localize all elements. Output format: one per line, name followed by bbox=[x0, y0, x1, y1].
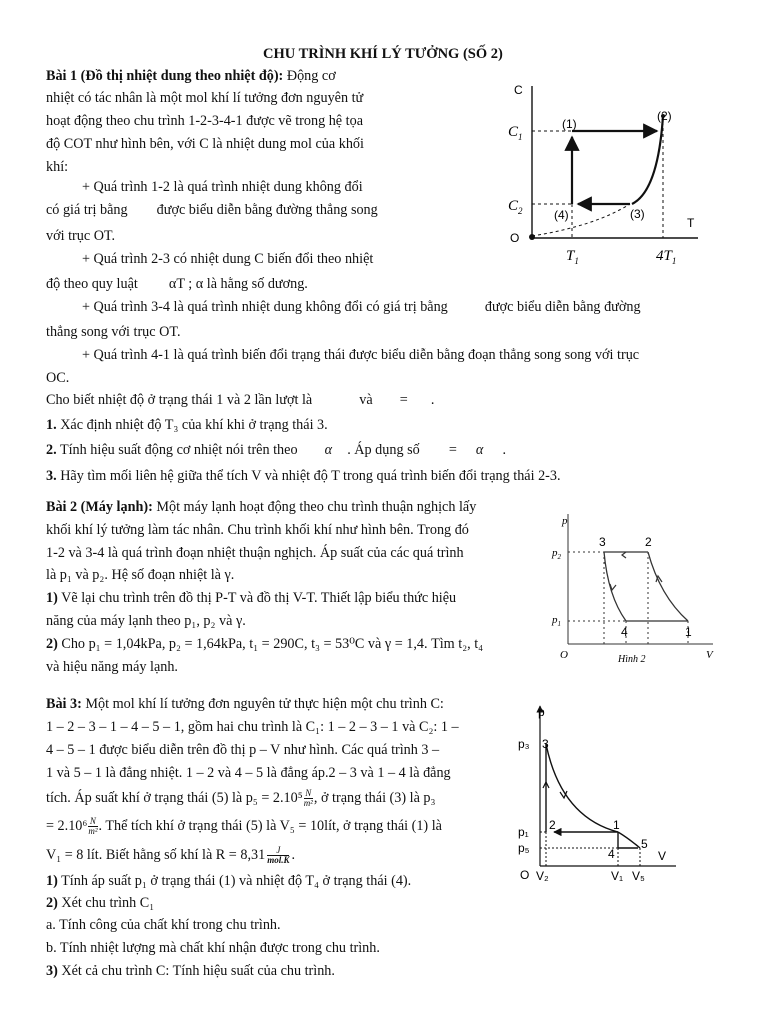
fraction-n-m2-b: $\frac{N}{\text{m²}}$ bbox=[88, 816, 98, 836]
bai1-q2: 2. Tính hiệu suất động cơ nhiệt nói trên theo α . Áp dụng số = α . bbox=[46, 442, 507, 458]
label-c2: $C_2$ bbox=[508, 198, 523, 216]
fraction-n-m2: $\frac{N}{\text{m²}}$ bbox=[303, 788, 313, 808]
figure-pv-two-cycles bbox=[516, 702, 682, 888]
bai1-line12: thẳng song với trục OT. bbox=[46, 324, 181, 340]
bai2-q2b: và hiệu năng máy lạnh. bbox=[46, 659, 178, 675]
label-point-2: (2) bbox=[657, 109, 672, 123]
label-p1: p₁ bbox=[518, 825, 529, 839]
bai1-line14: OC. bbox=[46, 370, 70, 386]
bai3-heading: Bài 3: bbox=[46, 696, 82, 712]
label-4: 4 bbox=[608, 847, 615, 861]
bai3-line6: = 2.10⁶ $\frac{N}{\text{m²}}$ . Thể tích khí ở trạng thái (5) là V₅ = 10lít, ở trạng thái (1) là bbox=[46, 816, 442, 836]
label-2: 2 bbox=[549, 818, 556, 832]
bai1-line4: độ COT như hình bên, với C là nhiệt dung mol của khối bbox=[46, 136, 364, 152]
label-4: 4 bbox=[621, 625, 628, 639]
label-v5: V₅ bbox=[632, 869, 645, 883]
bai2-q1: 1) Vẽ lại chu trình trên đồ thị P-T và đồ thị V-T. Thiết lập biểu thức hiệu bbox=[46, 590, 457, 606]
axis-t-label: T bbox=[687, 216, 695, 230]
bai3-q2: 2) Xét chu trình C₁ bbox=[46, 895, 155, 911]
bai1-heading: Bài 1 (Đồ thị nhiệt dung theo nhiệt độ): bbox=[46, 68, 284, 84]
label-4t1: $4T_1$ bbox=[656, 248, 677, 266]
label-t1: $T_1$ bbox=[566, 248, 579, 266]
bai3-q1: 1) Tính áp suất p₁ ở trạng thái (1) và nhiệt độ T₄ ở trạng thái (4). bbox=[46, 873, 412, 889]
bai3-line1: Bài 3: Một mol khí lí tưởng đơn nguyên tử thực hiện một chu trình C: bbox=[46, 696, 444, 712]
bai3-q3: 3) Xét cả chu trình C: Tính hiệu suất của chu trình. bbox=[46, 963, 335, 979]
axis-c-label: C bbox=[514, 83, 523, 97]
bai1-line13: + Quá trình 4-1 là quá trình biến đổi trạng thái được biểu diễn bằng đoạn thẳng song song với trục bbox=[82, 347, 640, 363]
label-point-3: (3) bbox=[630, 207, 645, 221]
bai2-heading: Bài 2 (Máy lạnh): bbox=[46, 499, 153, 515]
bai1-line5: khí: bbox=[46, 159, 69, 175]
process-1-2 bbox=[648, 552, 688, 621]
bai1-q3: 3. Hãy tìm mối liên hệ giữa thể tích V và nhiệt độ T trong quá trình biến đổi trạng thái 2-3. bbox=[46, 468, 561, 484]
label-2: 2 bbox=[645, 535, 652, 549]
bai2-line1: Bài 2 (Máy lạnh): Một máy lạnh hoạt động theo chu trình thuận nghịch lấy bbox=[46, 499, 477, 515]
bai2-q1b: năng của máy lạnh theo p₁, p₂ và γ. bbox=[46, 613, 246, 629]
bai1-line1: Bài 1 (Đồ thị nhiệt dung theo nhiệt độ): Động cơ bbox=[46, 68, 336, 84]
bai3-qb: b. Tính nhiệt lượng mà chất khí nhận được trong chu trình. bbox=[46, 940, 380, 956]
process-3-1 bbox=[546, 744, 618, 832]
bai3-line7: V₁ = 8 lít. Biết hằng số khí là R = 8,31 J mol.K . bbox=[46, 845, 295, 865]
axis-v-label: V bbox=[658, 849, 667, 863]
label-3: 3 bbox=[599, 535, 606, 549]
label-3: 3 bbox=[542, 737, 549, 751]
figure-ct-cycle bbox=[500, 76, 730, 271]
bai3-qa: a. Tính công của chất khí trong chu trình. bbox=[46, 917, 281, 933]
bai1-line8: với trục OT. bbox=[46, 228, 116, 244]
axis-v-label: V bbox=[706, 649, 713, 661]
axis-p-label: p bbox=[538, 705, 545, 719]
origin-label: O bbox=[520, 868, 530, 882]
label-point-4: (4) bbox=[554, 208, 569, 222]
process-2-3 bbox=[632, 116, 663, 204]
label-p2: $p_2$ bbox=[552, 547, 561, 561]
fraction-j-molk: J mol.K bbox=[267, 845, 290, 865]
label-v1: V₁ bbox=[611, 869, 624, 883]
bai1-line6: + Quá trình 1-2 là quá trình nhiệt dung không đổi bbox=[82, 179, 363, 195]
bai2-line4: là p₁ và p₂. Hệ số đoạn nhiệt là γ. bbox=[46, 567, 235, 583]
bai3-line3: 4 – 5 – 1 được biểu diễn trên đồ thị p – V như hình. Các quá trình 3 – bbox=[46, 742, 440, 758]
label-p3: p₃ bbox=[518, 737, 530, 751]
label-p1: $p_1$ bbox=[552, 614, 561, 628]
process-5-1 bbox=[618, 832, 640, 848]
bai3-line5: tích. Áp suất khí ở trạng thái (5) là p₅ = 2.10⁵ $\frac{N}{\text{m²}}$ , ở trạng thái (3) là p₃ bbox=[46, 788, 436, 808]
label-c1: $C_1$ bbox=[508, 124, 523, 142]
label-1: 1 bbox=[613, 818, 620, 832]
figure-pv-refrigerator bbox=[548, 506, 728, 666]
bai1-q1: 1. Xác định nhiệt độ T₃ của khí khi ở trạng thái 3. bbox=[46, 417, 328, 433]
page-title: CHU TRÌNH KHÍ LÝ TƯỞNG (SỐ 2) bbox=[263, 46, 503, 62]
origin-dot bbox=[529, 234, 535, 240]
bai1-line10: độ theo quy luật αT ; α là hằng số dương. bbox=[46, 276, 308, 292]
label-v2: V₂ bbox=[536, 869, 549, 883]
bai3-line2: 1 – 2 – 3 – 1 – 4 – 5 – 1, gồm hai chu trình là C₁: 1 – 2 – 3 – 1 và C₂: 1 – bbox=[46, 719, 459, 735]
label-point-1: (1) bbox=[562, 117, 577, 131]
bai2-line3: 1-2 và 3-4 là quá trình đoạn nhiệt thuận nghịch. Áp suất của các quá trình bbox=[46, 545, 464, 561]
label-1: 1 bbox=[685, 625, 692, 639]
arrow-2-3 bbox=[622, 552, 626, 558]
label-5: 5 bbox=[641, 837, 648, 851]
axis-p-label: p bbox=[562, 515, 568, 527]
guide-curve bbox=[532, 204, 630, 236]
origin-label: O bbox=[560, 649, 568, 661]
figure-caption: Hình 2 bbox=[618, 654, 646, 665]
bai1-line15: Cho biết nhiệt độ ở trạng thái 1 và 2 lần lượt là và = . bbox=[46, 392, 435, 408]
bai1-line3: hoạt động theo chu trình 1-2-3-4-1 được vẽ trong hệ tọa bbox=[46, 113, 363, 129]
bai2-q2: 2) Cho p₁ = 1,04kPa, p₂ = 1,64kPa, t₁ = 290C, t₃ = 53⁰C và γ = 1,4. Tìm t₂, t₄ bbox=[46, 636, 484, 652]
bai2-line2: khối khí lý tưởng làm tác nhân. Chu trình khối khí như hình bên. Trong đó bbox=[46, 522, 469, 538]
label-p5: p₅ bbox=[518, 841, 530, 855]
origin-label: O bbox=[510, 231, 520, 245]
bai1-line11: + Quá trình 3-4 là quá trình nhiệt dung không đổi có giá trị bằng được biểu diễn bằng đường bbox=[82, 299, 641, 315]
bai3-line4: 1 và 5 – 1 là đẳng nhiệt. 1 – 2 và 4 – 5 là đẳng áp.2 – 3 và 1 – 4 là đẳng bbox=[46, 765, 451, 781]
bai1-line9: + Quá trình 2-3 có nhiệt dung C biến đổi theo nhiệt bbox=[82, 251, 374, 267]
bai1-line2: nhiệt có tác nhân là một mol khí lí tưởng đơn nguyên tử bbox=[46, 90, 364, 106]
bai1-line7: có giá trị bằng được biểu diễn bằng đường thẳng song bbox=[46, 202, 378, 218]
